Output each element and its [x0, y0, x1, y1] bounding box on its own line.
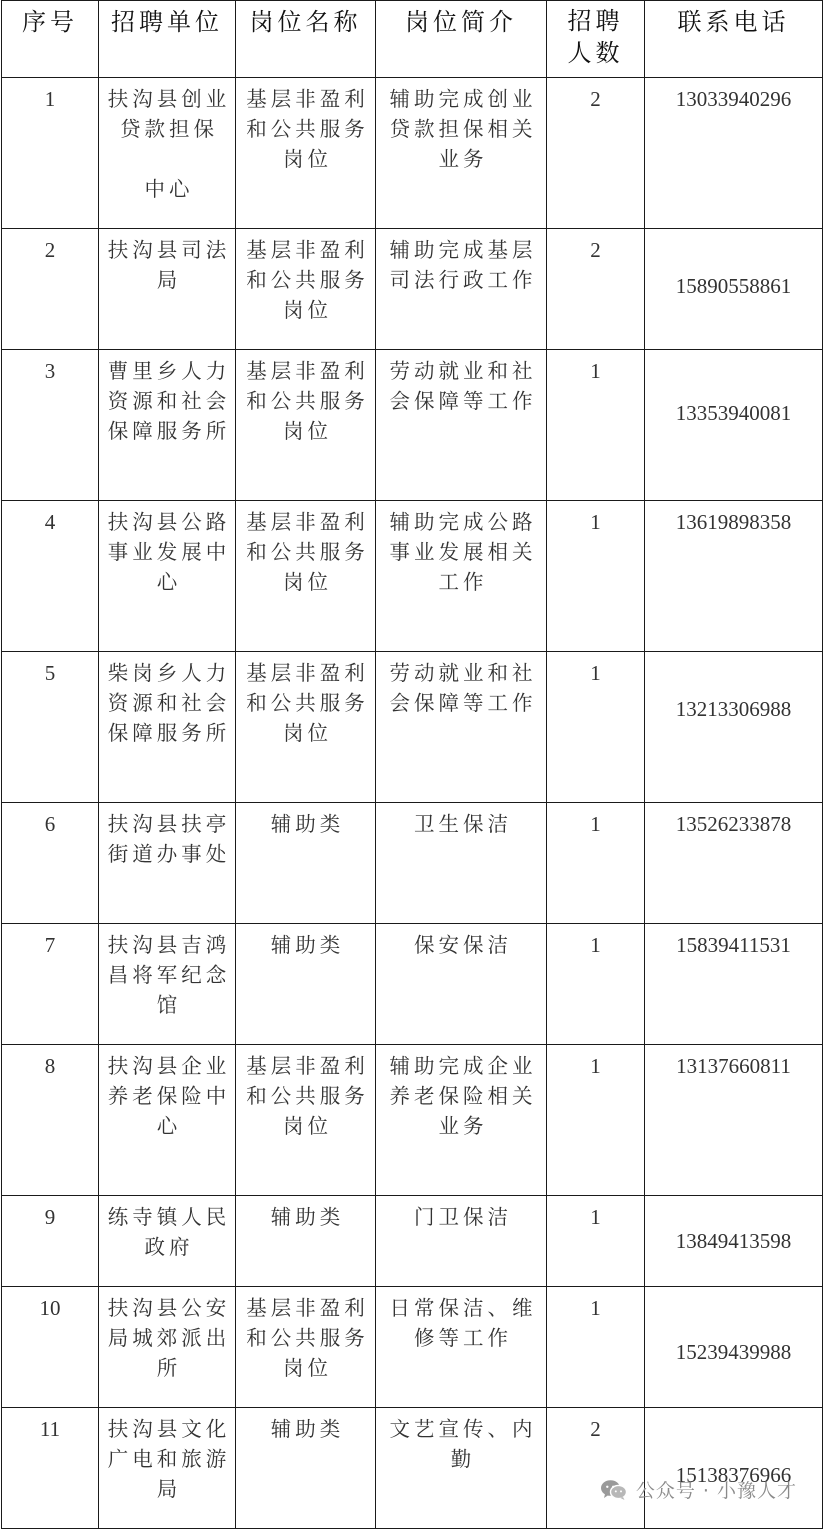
row-index: 8: [2, 1045, 99, 1196]
row-phone-text: 13849413598: [675, 1229, 792, 1253]
header-count: [547, 1, 645, 78]
row-unit: 扶沟县文化广电和旅游局: [99, 1408, 236, 1529]
row-phone: [645, 1196, 823, 1287]
row-description: 日常保洁、维修等工作: [376, 1287, 547, 1408]
row-position: 辅助类: [236, 924, 376, 1045]
row-phone-text: 13353940081: [675, 401, 792, 425]
row-phone: [645, 229, 823, 350]
row-count: 1: [547, 1045, 645, 1196]
header-description: 岗位简介: [376, 1, 547, 78]
row-index: 3: [2, 350, 99, 501]
header-position: 岗位名称: [236, 1, 376, 78]
watermark-text: 公众号 · 小豫人才: [635, 1480, 797, 1502]
row-description: 卫生保洁: [376, 803, 547, 924]
row-position: 基层非盈利和公共服务岗位: [236, 78, 376, 229]
table-row: [2, 78, 823, 229]
row-phone: [645, 1045, 823, 1196]
row-phone-text: 15890558861: [675, 274, 792, 298]
header-phone: 联系电话: [645, 1, 823, 78]
row-unit-text: 扶沟县创业贷款担保: [107, 87, 231, 141]
table-row: [2, 652, 823, 803]
row-phone: [645, 1408, 823, 1529]
table-row: [2, 924, 823, 1045]
row-unit: 柴岗乡人力资源和社会保障服务所: [99, 652, 236, 803]
row-unit: 扶沟县吉鸿昌将军纪念馆: [99, 924, 236, 1045]
row-count: 1: [547, 350, 645, 501]
row-description: 辅助完成公路事业发展相关工作: [376, 501, 547, 652]
row-index: 7: [2, 924, 99, 1045]
row-phone: [645, 1287, 823, 1408]
row-phone-text: 15239439988: [675, 1340, 792, 1364]
row-description: 文艺宣传、内勤: [376, 1408, 547, 1529]
row-phone-text: 13213306988: [675, 697, 792, 721]
table-header-row: [2, 1, 823, 78]
row-position: 基层非盈利和公共服务岗位: [236, 229, 376, 350]
row-position: 辅助类: [236, 803, 376, 924]
table-row: [2, 229, 823, 350]
row-phone: [645, 803, 823, 924]
row-description: 劳动就业和社会保障等工作: [376, 350, 547, 501]
header-unit: 招聘单位: [99, 1, 236, 78]
row-count: 1: [547, 924, 645, 1045]
row-count: 1: [547, 1196, 645, 1287]
header-index: 序号: [2, 1, 99, 78]
row-index: 5: [2, 652, 99, 803]
row-position: 基层非盈利和公共服务岗位: [236, 1045, 376, 1196]
row-phone-text: 13137660811: [676, 1054, 791, 1078]
row-unit: 扶沟县司法局: [99, 229, 236, 350]
table-row: [2, 803, 823, 924]
row-unit: 扶沟县公路事业发展中心: [99, 501, 236, 652]
row-phone-text: 15138376966: [675, 1463, 792, 1487]
row-phone-text: 15839411531: [676, 933, 791, 957]
row-count: 1: [547, 652, 645, 803]
table-row: [2, 350, 823, 501]
row-position: 基层非盈利和公共服务岗位: [236, 350, 376, 501]
row-index: 2: [2, 229, 99, 350]
header-count-line2: 人数: [567, 39, 624, 67]
row-phone: [645, 501, 823, 652]
row-unit-gap: [105, 144, 233, 174]
row-description: 辅助完成企业养老保险相关业务: [376, 1045, 547, 1196]
table-row: [2, 1196, 823, 1287]
row-description: 劳动就业和社会保障等工作: [376, 652, 547, 803]
row-index: 10: [2, 1287, 99, 1408]
row-position: 辅助类: [236, 1408, 376, 1529]
row-count: 2: [547, 1408, 645, 1529]
row-unit: 扶沟县企业养老保险中心: [99, 1045, 236, 1196]
row-phone: [645, 78, 823, 229]
row-count: 2: [547, 229, 645, 350]
row-unit-tail: 中心: [144, 177, 194, 201]
table-row: [2, 1045, 823, 1196]
header-count-line1: 招聘: [567, 7, 624, 35]
row-position: 基层非盈利和公共服务岗位: [236, 652, 376, 803]
row-index: 1: [2, 78, 99, 229]
row-position: 基层非盈利和公共服务岗位: [236, 1287, 376, 1408]
row-unit: 曹里乡人力资源和社会保障服务所: [99, 350, 236, 501]
row-phone: [645, 924, 823, 1045]
row-unit: 练寺镇人民政府: [99, 1196, 236, 1287]
row-position: 基层非盈利和公共服务岗位: [236, 501, 376, 652]
row-unit: 扶沟县公安局城郊派出所: [99, 1287, 236, 1408]
row-count: 1: [547, 1287, 645, 1408]
row-phone: [645, 350, 823, 501]
wechat-icon: [600, 1479, 628, 1501]
row-index: 6: [2, 803, 99, 924]
row-phone-text: 13619898358: [675, 510, 792, 534]
row-index: 9: [2, 1196, 99, 1287]
row-unit: 扶沟县扶亭街道办事处: [99, 803, 236, 924]
row-count: 1: [547, 803, 645, 924]
watermark: [600, 1476, 797, 1503]
row-description: 辅助完成基层司法行政工作: [376, 229, 547, 350]
recruitment-table: [1, 0, 823, 1529]
table-row: [2, 501, 823, 652]
row-phone-text: 13033940296: [675, 87, 792, 111]
row-index: 4: [2, 501, 99, 652]
row-description: 保安保洁: [376, 924, 547, 1045]
row-phone: [645, 652, 823, 803]
row-position: 辅助类: [236, 1196, 376, 1287]
table-row: [2, 1287, 823, 1408]
row-count: 2: [547, 78, 645, 229]
table-row: [2, 1408, 823, 1529]
row-description: 门卫保洁: [376, 1196, 547, 1287]
row-description: 辅助完成创业贷款担保相关业务: [376, 78, 547, 229]
row-count: 1: [547, 501, 645, 652]
row-unit: [99, 78, 236, 229]
row-index: 11: [2, 1408, 99, 1529]
row-phone-text: 13526233878: [675, 812, 792, 836]
